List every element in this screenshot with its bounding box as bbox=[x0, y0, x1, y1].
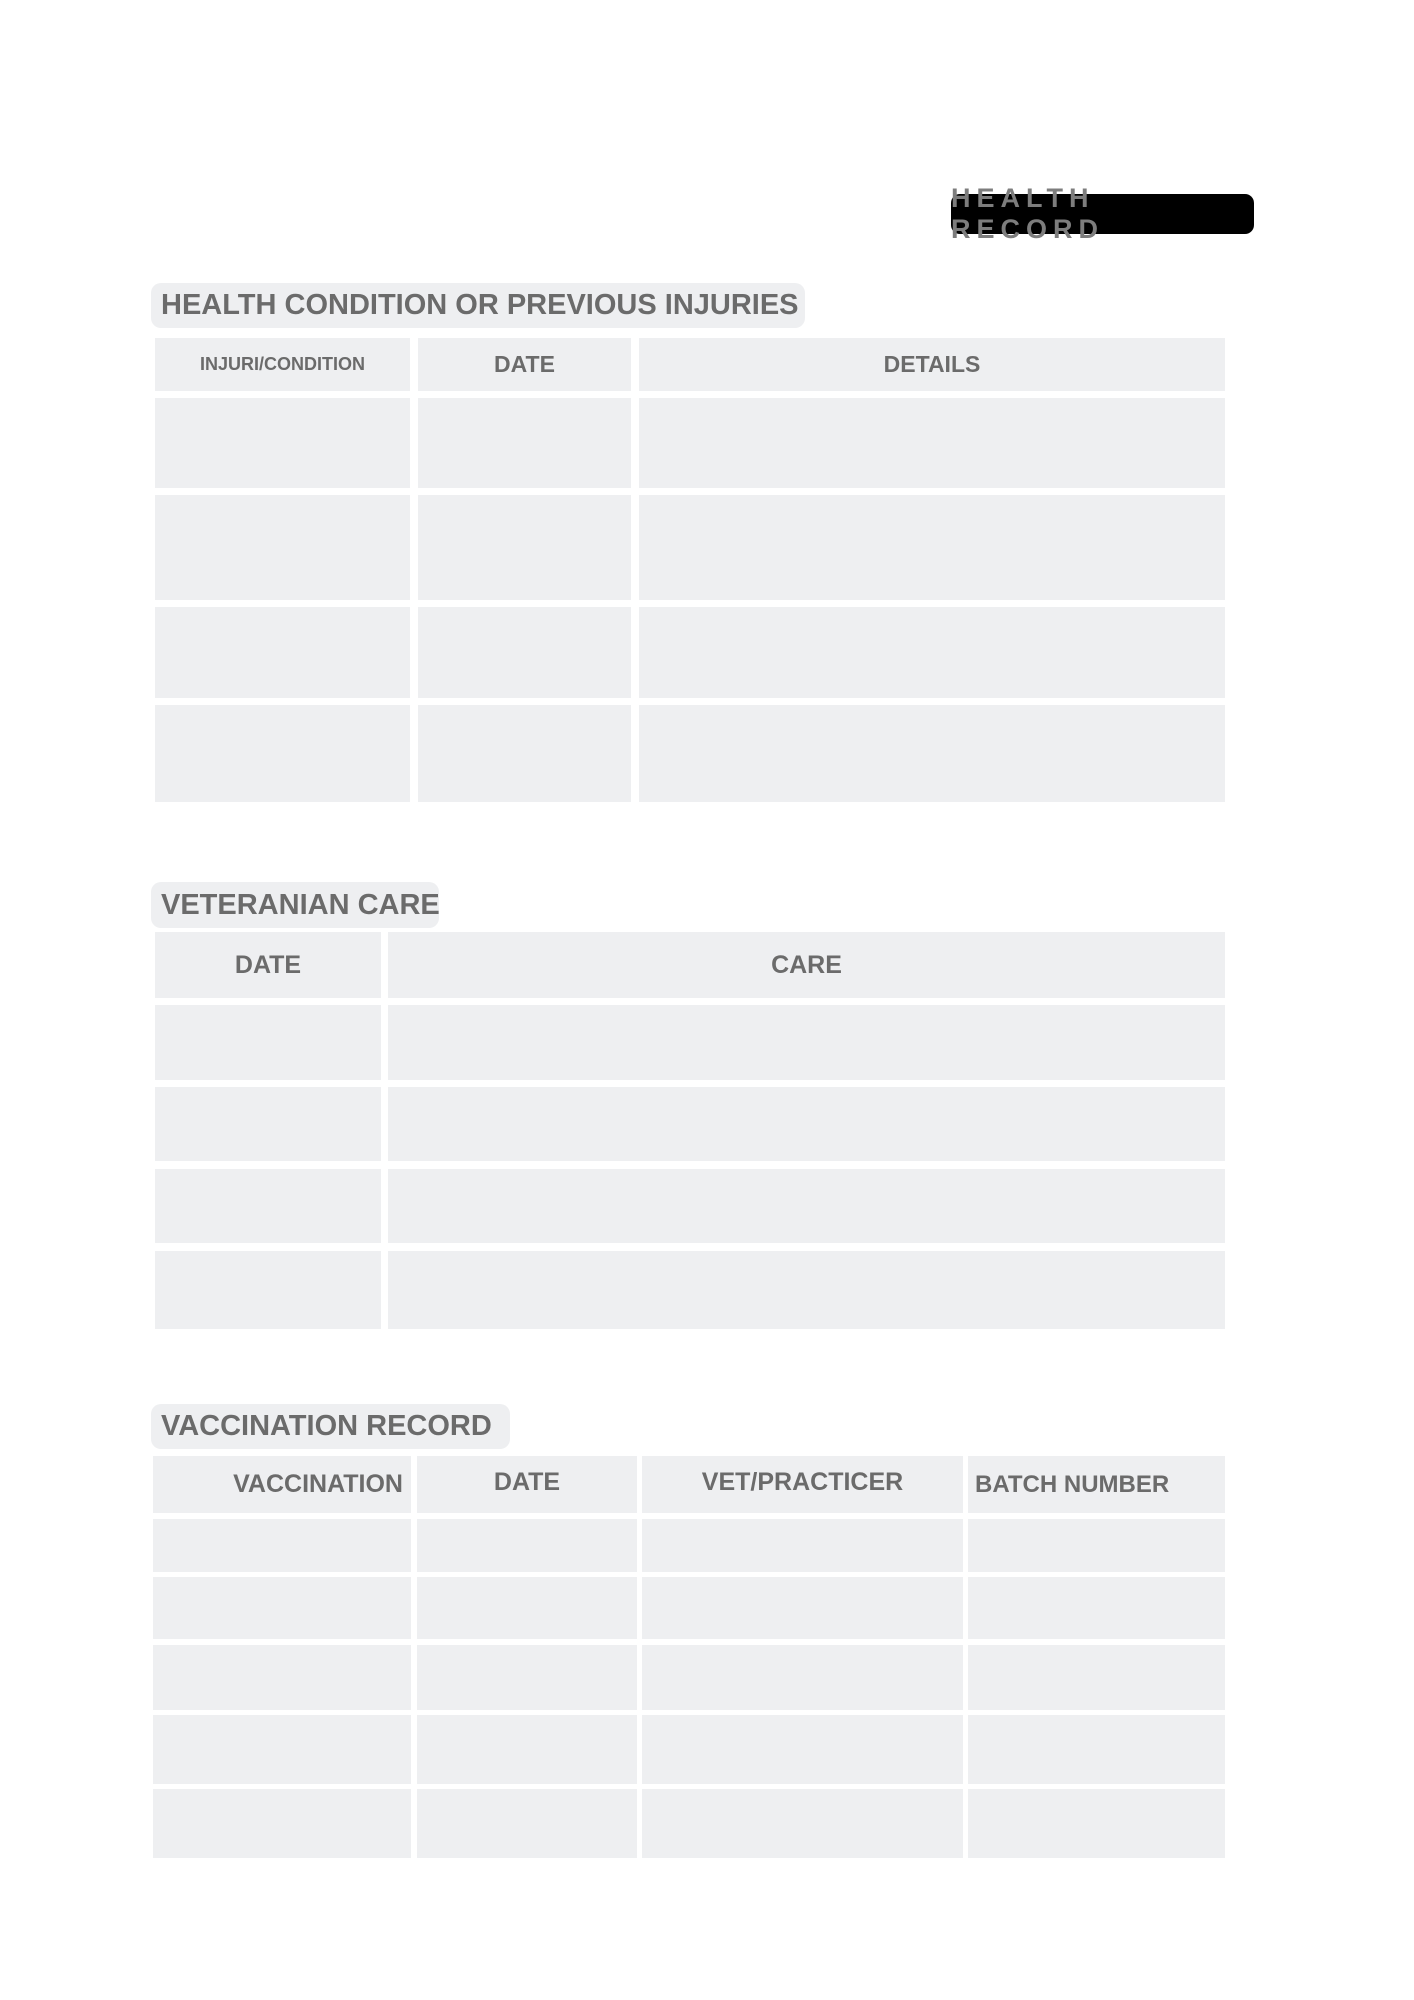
health-row-4-details[interactable] bbox=[639, 705, 1225, 802]
column-header-care: CARE bbox=[388, 932, 1225, 998]
health-record-badge bbox=[951, 183, 1254, 244]
vaccination-row-4-vet[interactable] bbox=[642, 1715, 963, 1784]
column-header-date: DATE bbox=[417, 1456, 637, 1513]
health-row-3-injury[interactable] bbox=[155, 607, 410, 698]
care-row-1-care[interactable] bbox=[388, 1005, 1225, 1080]
badge-title: HEALTH RECORD bbox=[951, 183, 1105, 244]
vaccination-row-1-vaccination[interactable] bbox=[153, 1519, 411, 1572]
care-row-3-care[interactable] bbox=[388, 1169, 1225, 1243]
care-row-2-care[interactable] bbox=[388, 1087, 1225, 1161]
health-row-1-details[interactable] bbox=[639, 398, 1225, 488]
column-header-injury-condition: INJURI/CONDITION bbox=[155, 338, 410, 391]
column-header-date: DATE bbox=[418, 338, 631, 391]
vaccination-row-1-batch[interactable] bbox=[968, 1519, 1225, 1572]
section-title-health-condition: HEALTH CONDITION OR PREVIOUS INJURIES bbox=[151, 283, 805, 328]
vaccination-row-5-vet[interactable] bbox=[642, 1789, 963, 1858]
section-title-veterinarian-care: VETERANIAN CARE bbox=[151, 882, 439, 928]
care-row-2-date[interactable] bbox=[155, 1087, 381, 1161]
vaccination-row-5-date[interactable] bbox=[417, 1789, 637, 1858]
health-row-1-injury[interactable] bbox=[155, 398, 410, 488]
vaccination-row-3-batch[interactable] bbox=[968, 1645, 1225, 1710]
health-row-3-details[interactable] bbox=[639, 607, 1225, 698]
health-row-2-details[interactable] bbox=[639, 495, 1225, 600]
vaccination-row-2-date[interactable] bbox=[417, 1577, 637, 1639]
vaccination-row-2-vet[interactable] bbox=[642, 1577, 963, 1639]
vaccination-row-1-vet[interactable] bbox=[642, 1519, 963, 1572]
care-row-1-date[interactable] bbox=[155, 1005, 381, 1080]
health-row-2-date[interactable] bbox=[418, 495, 631, 600]
vaccination-row-4-date[interactable] bbox=[417, 1715, 637, 1784]
vaccination-row-5-batch[interactable] bbox=[968, 1789, 1225, 1858]
vaccination-row-1-date[interactable] bbox=[417, 1519, 637, 1572]
health-row-1-date[interactable] bbox=[418, 398, 631, 488]
care-row-4-date[interactable] bbox=[155, 1251, 381, 1329]
column-header-details: DETAILS bbox=[639, 338, 1225, 391]
vaccination-row-3-vaccination[interactable] bbox=[153, 1645, 411, 1710]
health-row-2-injury[interactable] bbox=[155, 495, 410, 600]
column-header-vet-practicer: VET/PRACTICER bbox=[642, 1456, 963, 1513]
vaccination-row-4-vaccination[interactable] bbox=[153, 1715, 411, 1784]
vaccination-row-3-vet[interactable] bbox=[642, 1645, 963, 1710]
health-row-4-date[interactable] bbox=[418, 705, 631, 802]
vaccination-row-2-vaccination[interactable] bbox=[153, 1577, 411, 1639]
care-row-4-care[interactable] bbox=[388, 1251, 1225, 1329]
vaccination-row-2-batch[interactable] bbox=[968, 1577, 1225, 1639]
column-header-batch-number: BATCH NUMBER bbox=[968, 1456, 1225, 1513]
health-row-3-date[interactable] bbox=[418, 607, 631, 698]
health-row-4-injury[interactable] bbox=[155, 705, 410, 802]
column-header-date: DATE bbox=[155, 932, 381, 998]
care-row-3-date[interactable] bbox=[155, 1169, 381, 1243]
vaccination-row-3-date[interactable] bbox=[417, 1645, 637, 1710]
vaccination-row-5-vaccination[interactable] bbox=[153, 1789, 411, 1858]
section-title-vaccination-record: VACCINATION RECORD bbox=[151, 1404, 510, 1449]
vaccination-row-4-batch[interactable] bbox=[968, 1715, 1225, 1784]
column-header-vaccination: VACCINATION bbox=[153, 1456, 411, 1513]
